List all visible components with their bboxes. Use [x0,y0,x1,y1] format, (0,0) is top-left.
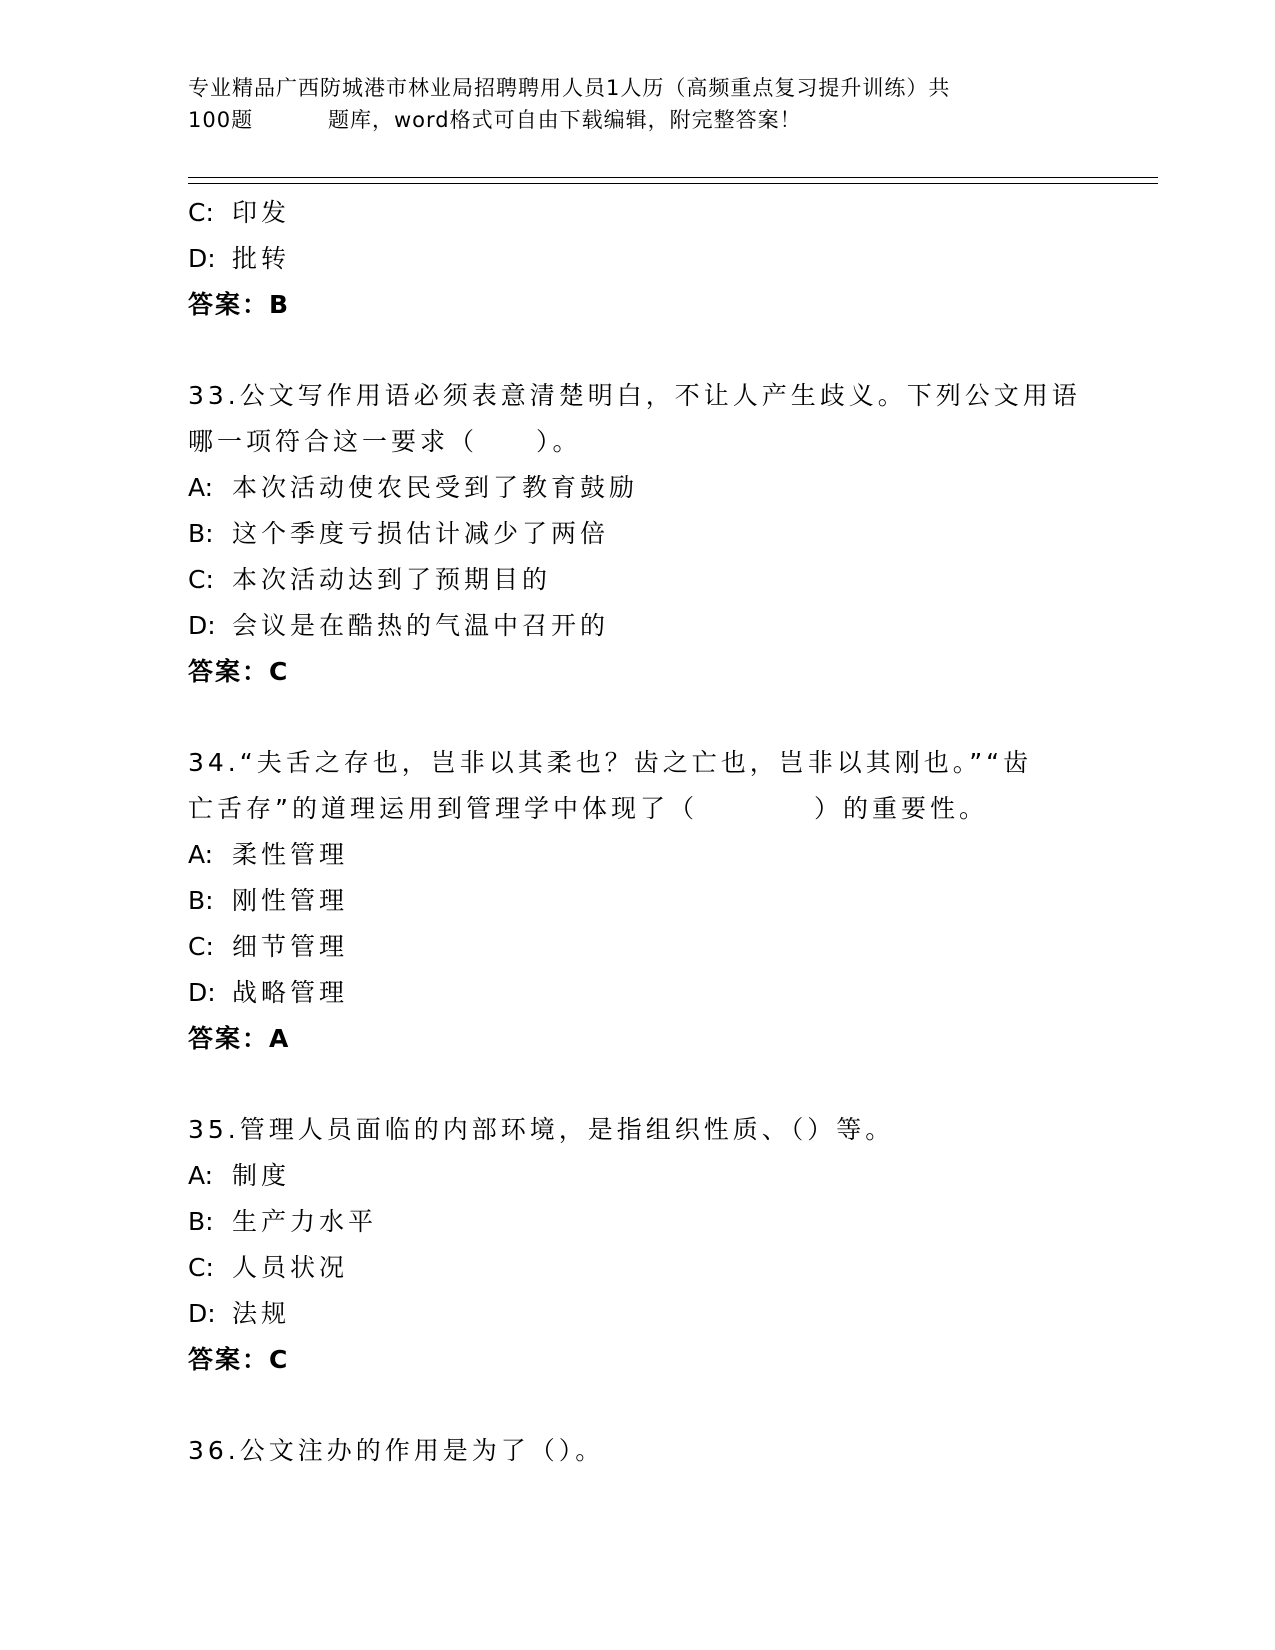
answer-line: 答案：A [188,1024,291,1053]
option-a [188,1153,1088,1199]
question-stem-line: 亡舌存”的道理运用到管理学中体现了（ ）的重要性。 [188,794,988,823]
option-c [188,190,1088,236]
option-text: 生产力水平 [232,1207,378,1236]
option-letter: A: [188,473,214,502]
option-letter: C: [188,198,214,227]
option-c [188,924,1088,970]
question-spacer [188,695,1088,740]
option-text: 细节管理 [232,932,349,961]
question-33 [188,373,1088,695]
option-text: 柔性管理 [232,840,349,869]
option-letter: C: [188,932,214,961]
option-letter: D: [188,1299,216,1328]
answer-line: 答案：C [188,1345,290,1374]
option-text: 战略管理 [232,978,349,1007]
option-b [188,878,1088,924]
option-d [188,236,1088,282]
option-d [188,603,1088,649]
question-stem-line: 36.公文注办的作用是为了（）。 [188,1436,605,1465]
option-letter: B: [188,519,214,548]
option-text: 印发 [232,198,291,227]
header-divider-top [188,177,1158,178]
question-stem-line: 34.“夫舌之存也，岂非以其柔也？齿之亡也，岂非以其刚也。”“齿 [188,748,1033,777]
option-text: 刚性管理 [232,886,349,915]
option-letter: A: [188,1161,214,1190]
option-letter: B: [188,886,214,915]
option-d [188,1291,1088,1337]
option-letter: D: [188,611,216,640]
option-text: 人员状况 [232,1253,349,1282]
question-35 [188,1107,1088,1383]
header-title-line2 [188,104,1088,136]
question-stem-line: 哪一项符合这一要求（ ）。 [188,427,582,456]
answer-line: 答案：C [188,657,290,686]
header-title-line1: 专业精品广西防城港市林业局招聘聘用人员1人历（高频重点复习提升训练）共 [188,76,951,100]
question-34 [188,740,1088,1062]
option-letter: D: [188,244,216,273]
header-divider-bottom [188,183,1158,184]
question-32-tail [188,190,1088,328]
option-text: 本次活动达到了预期目的 [232,565,552,594]
question-36 [188,1428,1088,1474]
answer-line: 答案：B [188,290,291,319]
option-letter: B: [188,1207,214,1236]
option-text: 法规 [232,1299,291,1328]
option-a [188,465,1088,511]
header-title-line2-text: 题库，word格式可自由下载编辑，附完整答案！ [328,108,802,132]
option-a [188,832,1088,878]
option-text: 会议是在酷热的气温中召开的 [232,611,610,640]
header-question-count: 100题 [188,108,254,132]
option-letter: C: [188,565,214,594]
option-text: 批转 [232,244,291,273]
option-letter: C: [188,1253,214,1282]
question-spacer [188,1062,1088,1107]
question-list [188,190,1088,1474]
question-stem-line: 33.公文写作用语必须表意清楚明白，不让人产生歧义。下列公文用语 [188,381,1081,410]
option-text: 制度 [232,1161,291,1190]
option-d [188,970,1088,1016]
option-b [188,511,1088,557]
option-c [188,1245,1088,1291]
question-spacer [188,1383,1088,1428]
option-letter: D: [188,978,216,1007]
question-stem-line: 35.管理人员面临的内部环境，是指组织性质、（）等。 [188,1115,895,1144]
question-spacer [188,328,1088,373]
option-text: 本次活动使农民受到了教育鼓励 [232,473,639,502]
option-b [188,1199,1088,1245]
option-text: 这个季度亏损估计减少了两倍 [232,519,610,548]
option-c [188,557,1088,603]
document-header [188,72,1088,136]
option-letter: A: [188,840,214,869]
